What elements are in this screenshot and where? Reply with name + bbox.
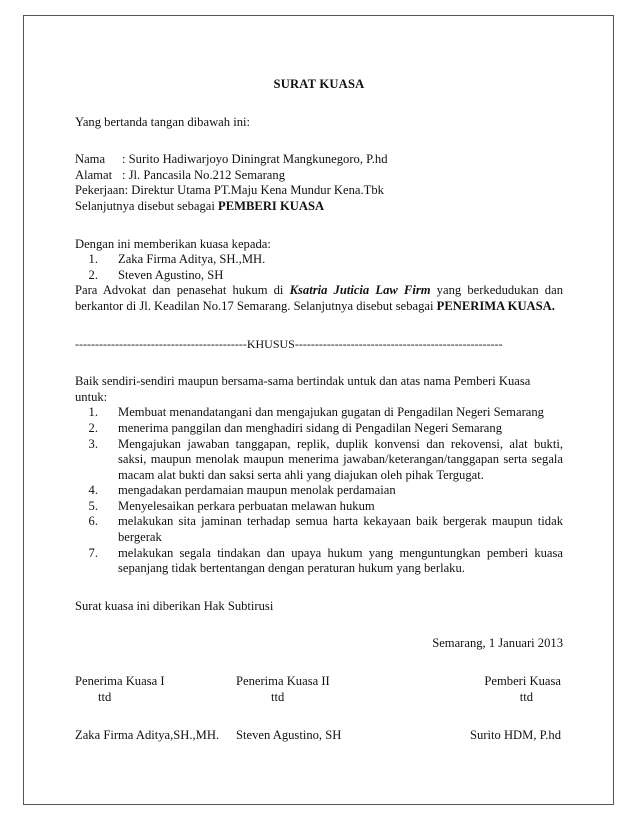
list-item <box>75 268 563 284</box>
power-text: Membuat menandatangani dan mengajukan gugatan di Pengadilan Negeri Semarang <box>118 405 544 420</box>
grantor-job: Pekerjaan: Direktur Utama PT.Maju Kena Mundur Kena.Tbk <box>75 183 384 198</box>
list-item <box>75 546 563 577</box>
giver-name: Surito HDM, P.hd <box>470 728 561 743</box>
designation-prefix: Selanjutnya disebut sebagai <box>75 198 219 213</box>
list-number: 1. <box>88 252 98 267</box>
khusus-divider: -------------------------------------------KHUSUS---------------------------------------------------- <box>75 336 503 351</box>
grantor-designation <box>75 199 563 215</box>
name-value: : Surito Hadiwarjoyo Diningrat Mangkunegoro, P.hd <box>122 152 388 167</box>
list-number: 2. <box>88 267 98 282</box>
address-label: Alamat <box>75 167 113 182</box>
intro-text: Yang bertanda tangan dibawah ini: <box>75 114 250 129</box>
list-number: 1. <box>88 405 98 420</box>
advocate-line2-prefix: berkantor di Jl. Keadilan No.17 Semarang. Selanjutnya disebut sebagai <box>75 298 437 313</box>
ttd-receiver1: ttd <box>98 690 112 705</box>
power-text: mengadakan perdamaian maupun menolak perdamaian <box>118 483 396 498</box>
receiver1-label: Penerima Kuasa I <box>75 674 165 689</box>
grantor-name-row <box>75 152 563 168</box>
giver-label: Pemberi Kuasa <box>484 674 561 689</box>
address-value: : Jl. Pancasila No.212 Semarang <box>122 167 285 182</box>
receiver-designation: PENERIMA KUASA. <box>436 298 555 313</box>
list-number: 7. <box>88 545 98 560</box>
signature-ttd-row <box>75 690 563 706</box>
law-firm-name: Ksatria Juticia Law Firm <box>289 283 431 298</box>
power-text: melakukan sita jaminan terhadap semua harta kekayaan baik bergerak maupun tidak bergerak <box>118 514 563 545</box>
advocate-suffix: yang berkedudukan dan <box>430 283 563 298</box>
receiver1-name: Zaka Firma Aditya,SH.,MH. <box>75 728 220 743</box>
list-number: 4. <box>88 483 98 498</box>
advocate-line-1 <box>75 283 563 299</box>
list-item <box>75 483 563 499</box>
list-number: 6. <box>88 514 98 529</box>
ttd-giver: ttd <box>519 690 533 705</box>
list-item <box>75 514 563 545</box>
power-text: Mengajukan jawaban tanggapan, replik, duplik konvensi dan rekovensi, alat bukti, saksi, maupun menolak maupun menerima jawaban/keterangan/tanggapan serta segala macam alat bukti dan saksi serta ahli yang diajukan oleh pihak Tergugat. <box>118 436 563 482</box>
list-number: 2. <box>88 420 98 435</box>
designation-bold: PEMBERI KUASA <box>218 198 325 213</box>
list-item <box>75 405 563 421</box>
powers-list <box>75 405 563 577</box>
powers-intro: Baik sendiri-sendiri maupun bersama-sama bertindak untuk dan atas nama Pemberi Kuasa untuk: <box>75 374 531 404</box>
list-number: 5. <box>88 498 98 513</box>
name-label: Nama <box>75 152 106 167</box>
receiver2-name: Steven Agustino, SH <box>236 728 342 743</box>
power-text: menerima panggilan dan menghadiri sidang di Pengadilan Negeri Semarang <box>118 420 502 435</box>
list-item <box>75 421 563 437</box>
grantee-name: Steven Agustino, SH <box>118 267 224 282</box>
grant-intro: Dengan ini memberikan kuasa kepada: <box>75 236 271 251</box>
power-text: Menyelesaikan perkara perbuatan melawan hukum <box>118 498 375 513</box>
list-number: 3. <box>88 436 98 451</box>
advocate-line-2 <box>75 299 563 315</box>
signature-names-row <box>75 728 563 744</box>
receiver2-label: Penerima Kuasa II <box>236 674 330 689</box>
place-date: Semarang, 1 Januari 2013 <box>432 636 563 651</box>
list-item <box>75 437 563 484</box>
grantor-address-row <box>75 168 563 184</box>
signature-labels-row <box>75 674 563 690</box>
advocate-prefix: Para Advokat dan penasehat hukum di <box>75 283 290 298</box>
substitution-text: Surat kuasa ini diberikan Hak Subtirusi <box>75 598 274 613</box>
power-text: melakukan segala tindakan dan upaya hukum yang menguntungkan pemberi kuasa sepanjang tidak bertentangan dengan peraturan hukum yang berlaku. <box>118 545 563 576</box>
document-title: SURAT KUASA <box>273 77 365 91</box>
list-item <box>75 499 563 515</box>
grantee-list <box>75 252 563 283</box>
ttd-receiver2: ttd <box>271 690 285 705</box>
list-item <box>75 252 563 268</box>
document-body <box>75 77 563 744</box>
grantee-name: Zaka Firma Aditya, SH.,MH. <box>118 252 266 267</box>
